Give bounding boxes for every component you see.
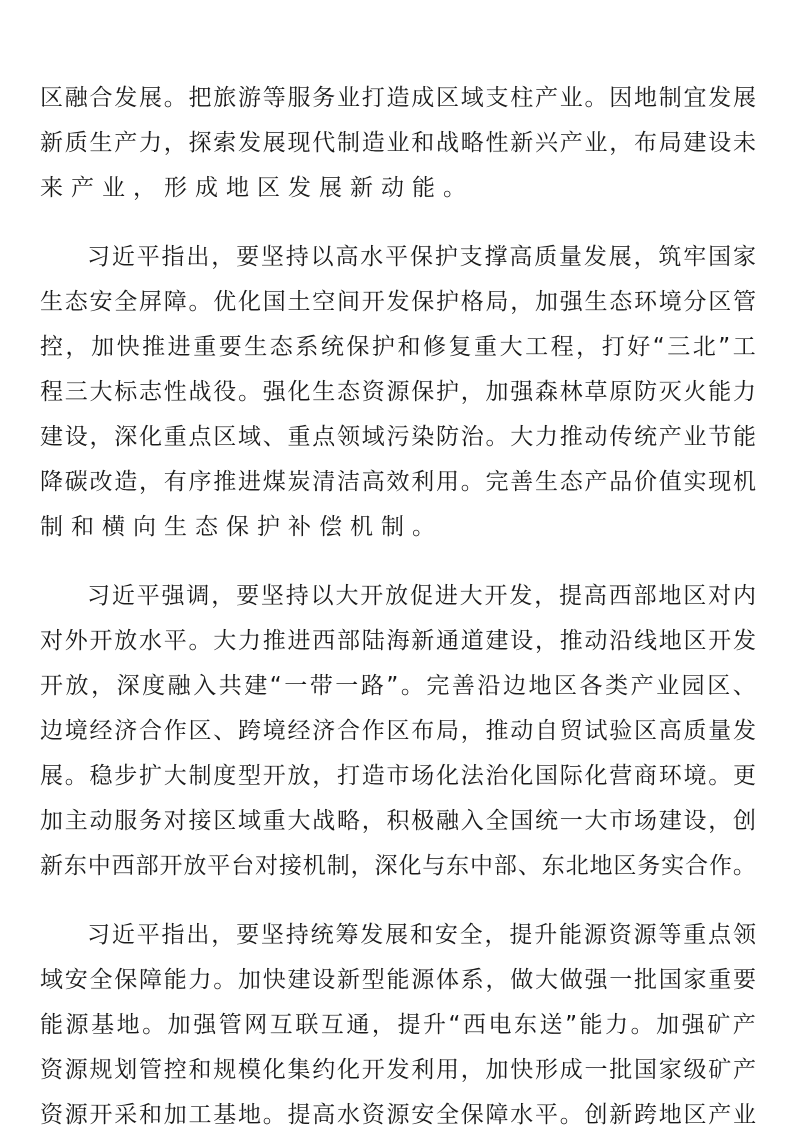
paragraph	[40, 913, 756, 1138]
paragraph-gap	[40, 550, 756, 574]
text-line: 资 源 规 划 管 控 和 规 模 化 集 约 化 开 发 利 用 ， 加 快 形 成 一 批 国 家 级 矿 产	[40, 1057, 756, 1083]
text-line: 建 设 ， 深 化 重 点 区 域 、 重 点 领 域 污 染 防 治 。 大 力 推 动 传 统 产 业 节 能	[40, 424, 756, 450]
text-line: 加 主 动 服 务 对 接 区 域 重 大 战 略 ， 积 极 融 入 全 国 统 一 大 市 场 建 设 ， 创	[40, 808, 756, 834]
text-line: 新 质 生 产 力 ， 探 索 发 展 现 代 制 造 业 和 战 略 性 新 兴 产 业 ， 布 局 建 设 未	[40, 130, 756, 156]
text-line: 边 境 经 济 合 作 区 、 跨 境 经 济 合 作 区 布 局 ， 推 动 自 贸 试 验 区 高 质 量 发	[40, 718, 756, 744]
text-line: 资 源 开 采 和 加 工 基 地 。 提 高 水 资 源 安 全 保 障 水 平 。 创 新 跨 地 区 产 业	[40, 1102, 756, 1128]
text-line: 开 放 ， 深 度 融 入 共 建 “ 一 带 一 路 ” 。 完 善 沿 边 地 区 各 类 产 业 园 区 、	[40, 673, 756, 699]
text-line: 域 安 全 保 障 能 力 。 加 快 建 设 新 型 能 源 体 系 ， 做 大 做 强 一 批 国 家 重 要	[40, 967, 756, 993]
text-line: 对 外 开 放 水 平 。 大 力 推 进 西 部 陆 海 新 通 道 建 设 ， 推 动 沿 线 地 区 开 发	[40, 628, 756, 654]
text-line: 区 融 合 发 展 。 把 旅 游 等 服 务 业 打 造 成 区 域 支 柱 产 业 。 因 地 制 宜 发 展	[40, 85, 756, 111]
text-line: 习 近 平 强 调 ， 要 坚 持 以 大 开 放 促 进 大 开 发 ， 提 高 西 部 地 区 对 内	[87, 583, 756, 609]
text-line: 来产业，形成地区发展新动能。	[40, 175, 474, 201]
text-line: 习 近 平 指 出 ， 要 坚 持 以 高 水 平 保 护 支 撑 高 质 量 发 展 ， 筑 牢 国 家	[87, 244, 756, 270]
text-line: 程 三 大 标 志 性 战 役 。 强 化 生 态 资 源 保 护 ， 加 强 森 林 草 原 防 灭 火 能 力	[40, 379, 756, 405]
paragraph	[40, 76, 756, 211]
text-line: 展 。 稳 步 扩 大 制 度 型 开 放 ， 打 造 市 场 化 法 治 化 国 际 化 营 商 环 境 。 更	[40, 763, 756, 789]
paragraph-gap	[40, 211, 756, 235]
text-line: 生 态 安 全 屏 障 。 优 化 国 土 空 间 开 发 保 护 格 局 ， 加 强 生 态 环 境 分 区 管	[40, 289, 756, 315]
text-line: 新 东 中 西 部 开 放 平 台 对 接 机 制 ， 深 化 与 东 中 部 、 东 北 地 区 务 实 合 作 。	[40, 853, 756, 879]
text-line: 能 源 基 地 。 加 强 管 网 互 联 互 通 ， 提 升 “ 西 电 东 送 ” 能 力 。 加 强 矿 产	[40, 1012, 756, 1038]
document-body	[40, 76, 756, 1138]
paragraph	[40, 235, 756, 550]
text-line: 习 近 平 指 出 ， 要 坚 持 统 筹 发 展 和 安 全 ， 提 升 能 源 资 源 等 重 点 领	[87, 922, 756, 948]
text-line: 降 碳 改 造 ， 有 序 推 进 煤 炭 清 洁 高 效 利 用 。 完 善 生 态 产 品 价 值 实 现 机	[40, 469, 756, 495]
text-line: 制和横向生态保护补偿机制。	[40, 514, 443, 540]
paragraph	[40, 574, 756, 889]
text-line: 控 ， 加 快 推 进 重 要 生 态 系 统 保 护 和 修 复 重 大 工 程 ， 打 好 “ 三 北 ” 工	[40, 334, 756, 360]
paragraph-gap	[40, 889, 756, 913]
